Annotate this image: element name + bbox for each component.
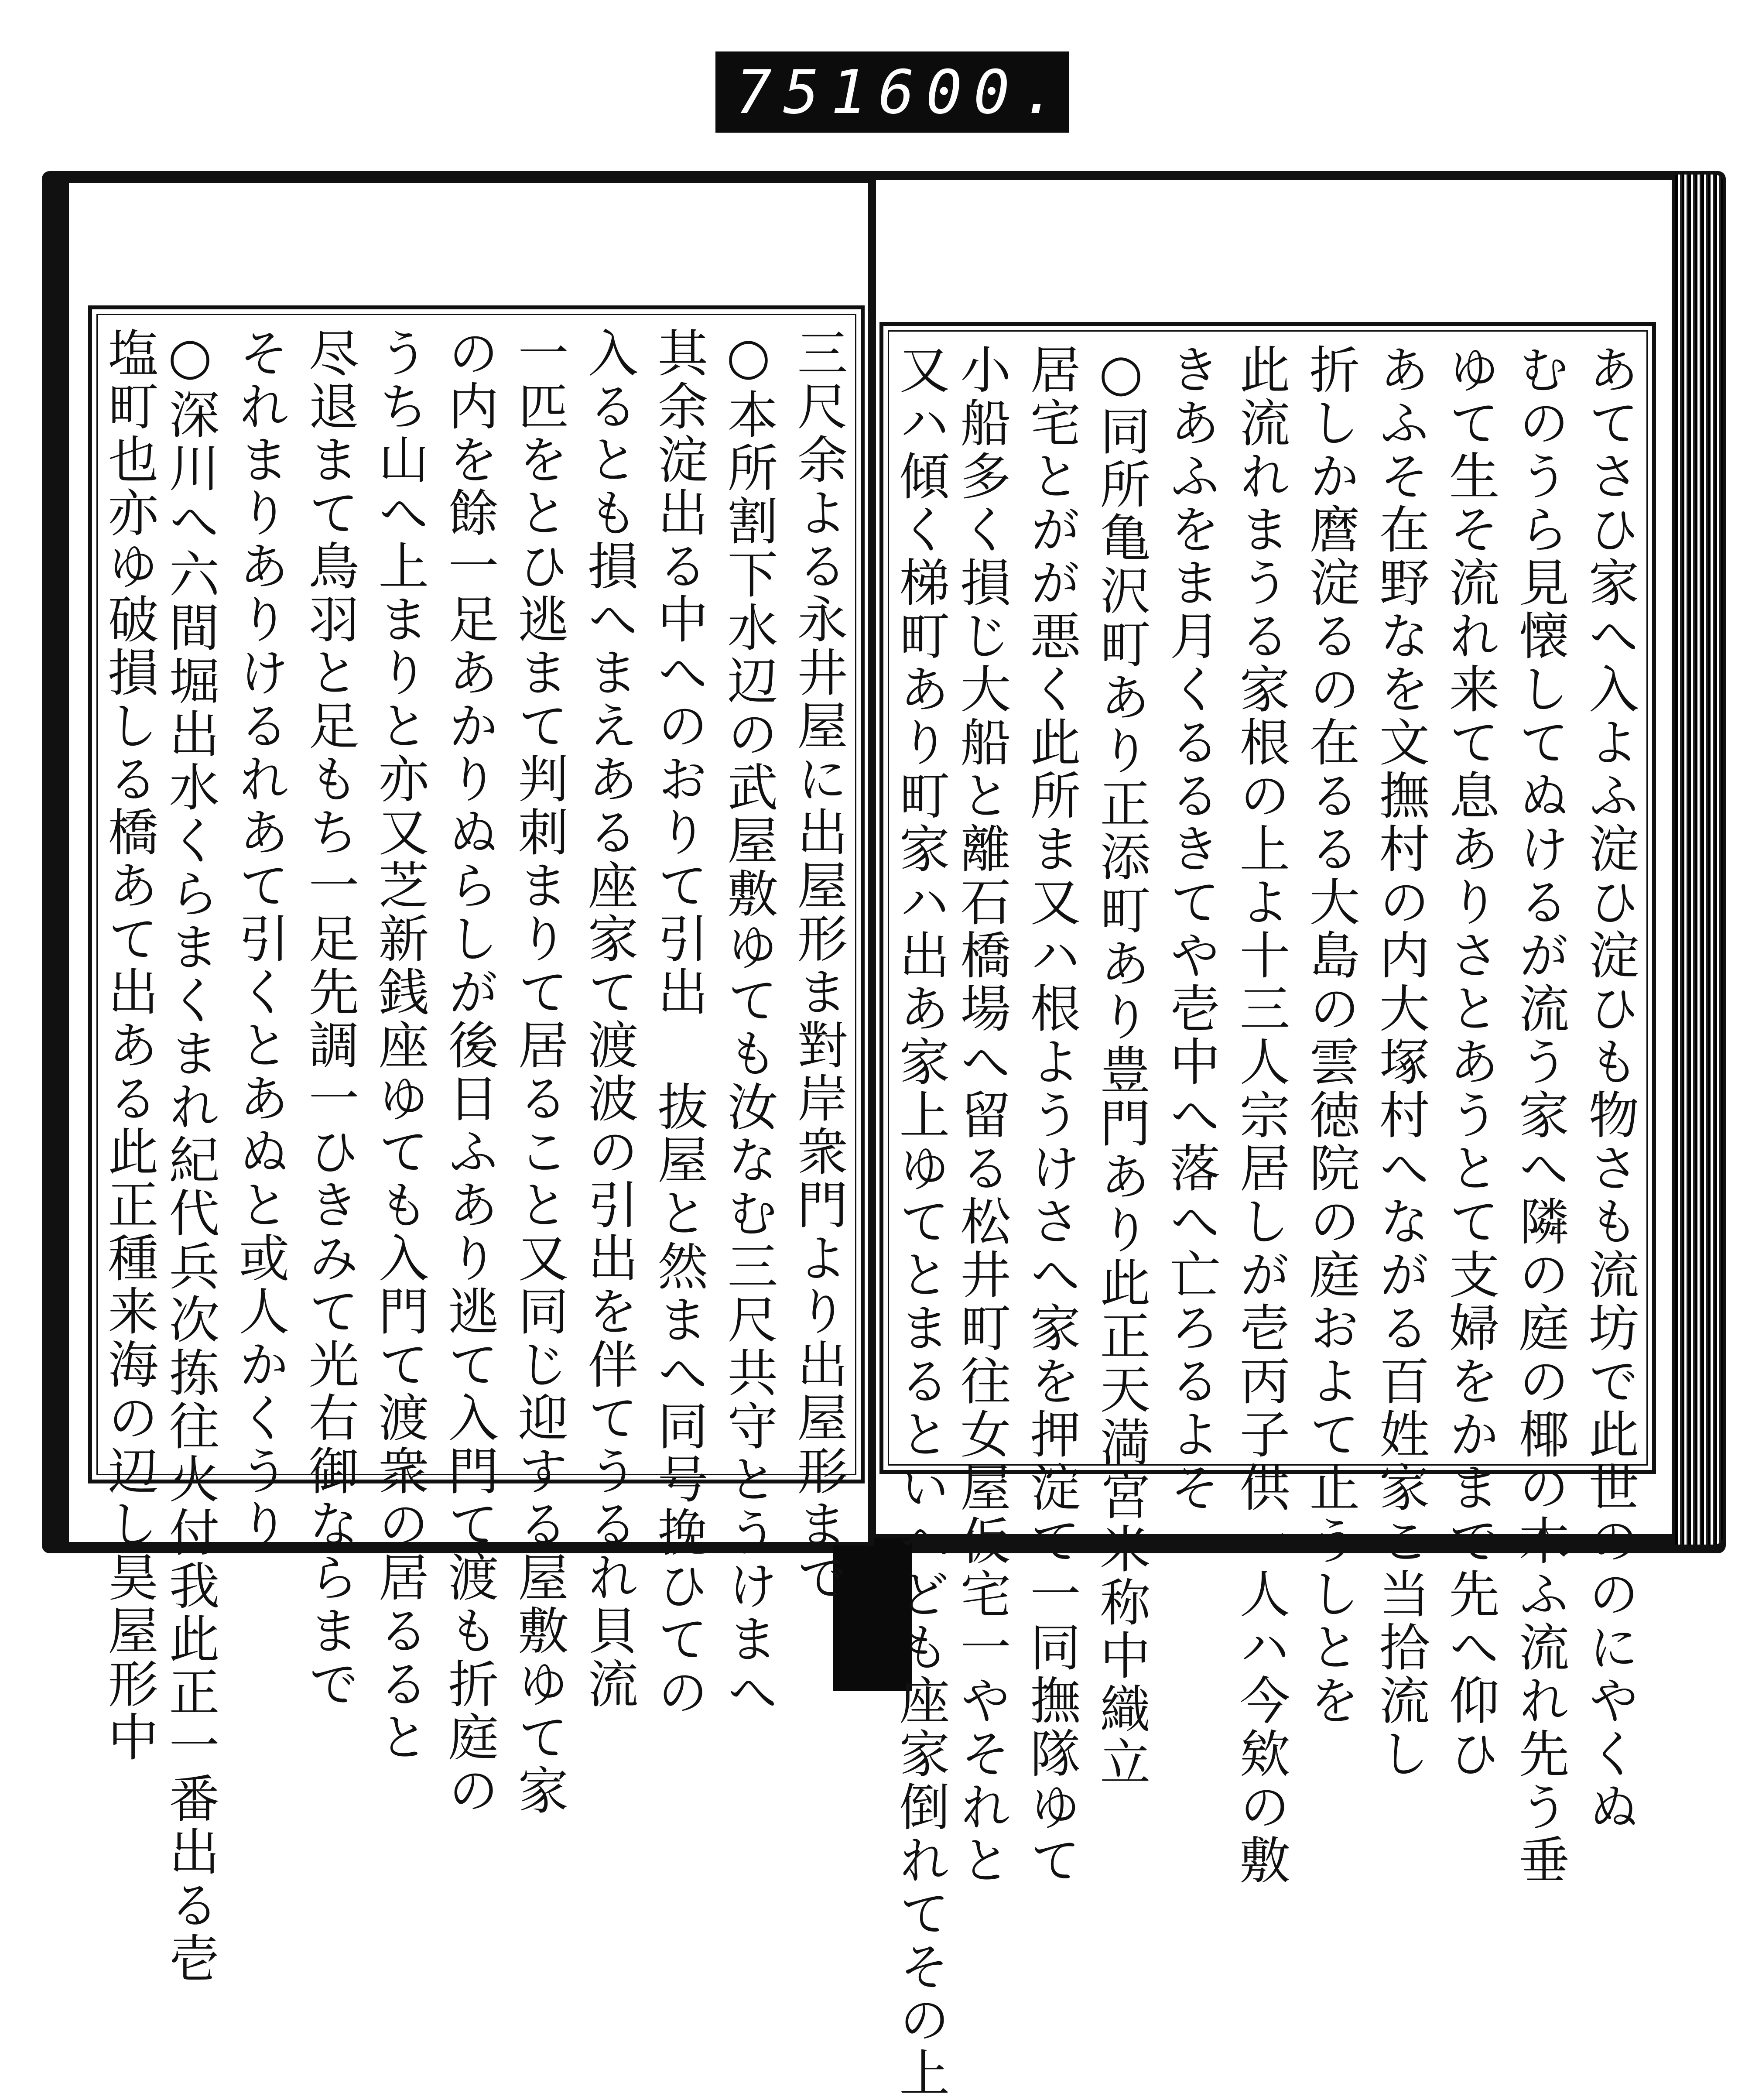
- text-column: 小船多く損じ大船と離石橋場へ留る松井町往女屋仮宅一やそれと: [952, 343, 1011, 1887]
- text-column: 折しか麿淀るの在るる大島の雲徳院の庭およて止うしとを: [1301, 343, 1360, 1727]
- text-column: 又ハ傾く梯町あり町家ハ出あ家上ゆてとまるといへども座家倒れてその上: [891, 343, 950, 2100]
- text-column: 三尺余よる永井屋に出屋形ま對岸衆門より出屋形まで: [789, 327, 848, 1604]
- text-column: 尽退まて鳥羽と足もち一足先調一ひきみて光右御ならまで: [300, 327, 359, 1711]
- left-text-frame: [88, 305, 865, 1985]
- text-column: あてさひ家へ入よふ淀ひ淀ひも物さも流坊で此世ののにやくぬ: [1580, 343, 1639, 1834]
- page-edges: [1675, 175, 1723, 1545]
- text-column: の内を餘一足あかりぬらしが後日ふあり逃て入門て渡も折庭の: [440, 327, 499, 1817]
- text-column: むのうら見懐してぬけるが流う家へ隣の庭の椰の木ふ流れ先う垂: [1510, 343, 1569, 1887]
- text-column: きあふをま月くるるきてや壱中へ落へ亡ろるよそ: [1161, 343, 1220, 1514]
- text-column: ゆて生そ流れ来て息ありさとあうとて支婦をかまで先へ仰ひ: [1440, 343, 1499, 1781]
- text-column: ○深川へ六間堀出水くらまくまれ紀代兵次拣往火付我此正一番出る壱: [161, 327, 219, 1985]
- item-number: 600.: [878, 57, 1069, 127]
- right-text-frame: [879, 322, 1656, 2100]
- text-column: 塩町也亦ゆ破損しる橋あて出ある此正種来海の辺し昊屋形中: [99, 327, 158, 1764]
- text-column: それまりありけるれあて引くとあぬと或人かくうり: [230, 327, 289, 1551]
- call-number: 751: [736, 57, 879, 127]
- book-gutter: [868, 176, 874, 1546]
- text-column: 一匹をとひ逃まて判刺まりて居ること又同じ迎する屋敷ゆて家: [510, 327, 568, 1817]
- text-column: ○同所亀沢町あり正添町あり豊門あり此正天満宮米称中織立: [1091, 343, 1150, 1789]
- text-column: 其余淀出る中へのおりて引出 抜屋と然まへ同号挽ひての: [649, 327, 708, 1719]
- text-column: ○本所割下水辺の武屋敷ゆても汝なむ三尺共守とうけまへ: [719, 327, 778, 1719]
- text-column: 入るとも損へまえある座家て渡波の引出を伴てうるれ貝流: [579, 327, 638, 1711]
- text-column: あふそ在野なを文撫村の内大塚村へながる百姓家こ当拾流し: [1371, 343, 1430, 1781]
- text-column: うち山へ上まりと亦又芝新銭座ゆても入門て渡衆の居るると: [370, 327, 429, 1764]
- text-column: 居宅とがが悪く此所ま又ハ根ようけさへ家を押淀て一同撫隊ゆて: [1022, 343, 1081, 1887]
- catalog-label: [715, 51, 1069, 133]
- text-column: 此流れまうる家根の上よ十三人宗居しが壱丙子供一人ハ今欸の敷: [1231, 343, 1290, 1887]
